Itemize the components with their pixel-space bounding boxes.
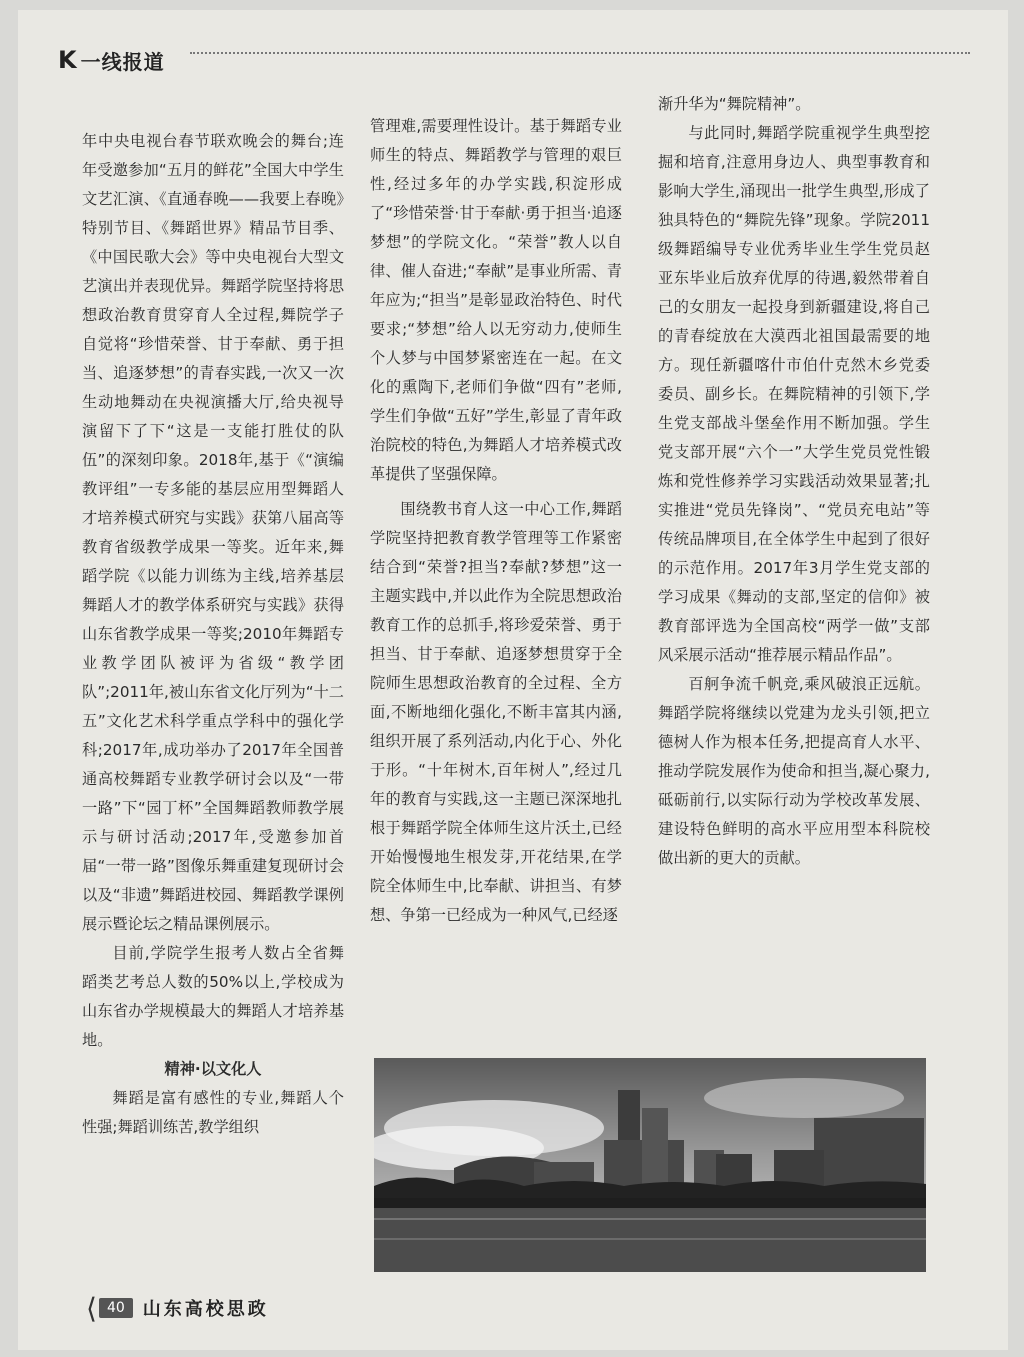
paragraph: 围绕教书育人这一中心工作,舞蹈学院坚持把教育教学管理等工作紧密结合到“荣誉?担当?奉献?梦想”这一主题实践中,并以此作为全院思想政治教育工作的总抓手,将珍爱荣誉、勇于担当、甘于奉献、追逐梦想贯穿于全院师生思想政治教育的全过程、全方面,不断地细化强化,不断丰富其内涵,组织开展了系列活动,内化于心、外化于形。“十年树木,百年树人”,经过几年的教育与实践,这一主题已深深地扎根于舞蹈学院全体师生这片沃土,已经开始慢慢地生根发芽,开花结果,在学院全体师生中,比奉献、讲担当、有梦想、争第一已经成为一种风气,已经逐 [370, 500, 622, 924]
text-column-3 [658, 90, 930, 873]
page-number: 40 [99, 1298, 133, 1318]
paragraph: 百舸争流千帆竞,乘风破浪正远航。舞蹈学院将继续以党建为龙头引领,把立德树人作为根本任务,把提高育人水平、推动学院发展作为使命和担当,凝心聚力,砥砺前行,以实际行动为学校改革发展、建设特色鲜明的高水平应用型本科院校做出新的更大的贡献。 [658, 675, 930, 867]
paragraph: 年中央电视台春节联欢晚会的舞台;连年受邀参加“五月的鲜花”全国大中学生文艺汇演、《直通春晚——我要上春晚》特别节目、《舞蹈世界》精品节目季、《中国民歌大会》等中央电视台大型文艺演出并表现优异。舞蹈学院坚持将思想政治教育贯穿育人全过程,舞院学子自觉将“珍惜荣誉、甘于奉献、勇于担当、追逐梦想”的青春实践,一次又一次生动地舞动在央视演播大厅,给央视导演留下了下“这是一支能打胜仗的队伍”的深刻印象。2018年,基于《“演编教评组”一专多能的基层应用型舞蹈人才培养模式研究与实践》获第八届高等教育省级教学成果一等奖。近年来,舞蹈学院《以能力训练为主线,培养基层舞蹈人才的教学体系研究与实践》获得山东省教学成果一等奖;2010年舞蹈专业教学团队被评为省级“教学团队”;2011年,被山东省文化厅列为“十二五”文化艺术科学重点学科中的强化学科;2017年,成功举办了2017年全国普通高校舞蹈专业教学研讨会以及“一带一路”下“园丁杯”全国舞蹈教师教学展示与研讨活动;2017年,受邀参加首届“一带一路”图像乐舞重建复现研讨会以及“非遗”舞蹈进校园、舞蹈教学课例展示暨论坛之精品课例展示。 [82, 132, 344, 933]
section-title: 一线报道 [80, 49, 165, 74]
bracket-icon: ⟨ [86, 1291, 97, 1325]
paragraph: 渐升华为“舞院精神”。 [658, 95, 811, 113]
subheading: 精神·以文化人 [164, 1060, 262, 1078]
publication-name: 山东高校思政 [142, 1299, 269, 1320]
text-column-2 [370, 112, 622, 930]
paragraph: 与此同时,舞蹈学院重视学生典型挖掘和培育,注意用身边人、典型事教育和影响大学生,涌现出一批学生典型,形成了独具特色的“舞院先锋”现象。学院2011级舞蹈编导专业优秀毕业生学生党员赵亚东毕业后放弃优厚的待遇,毅然带着自己的女朋友一起投身到新疆建设,将自己的青春绽放在大漠西北祖国最需要的地方。现任新疆喀什市伯什克然木乡党委委员、副乡长。在舞院精神的引领下,学生党支部战斗堡垒作用不断加强。学生党支部开展“六个一”大学生党员党性锻炼和党性修养学习实践活动效果显著;扎实推进“党员先锋岗”、“党员充电站”等传统品牌项目,在全体学生中起到了很好的示范作用。2017年3月学生党支部的学习成果《舞动的支部,坚定的信仰》被教育部评选为全国高校“两学一做”支部风采展示活动“推荐展示精品作品”。 [658, 124, 930, 664]
text-column-1 [82, 127, 344, 1142]
campus-photo [374, 1058, 926, 1272]
campus-photo-illustration [374, 1058, 926, 1272]
page-footer [86, 1290, 269, 1326]
header-dotted-rule [190, 52, 970, 54]
paragraph: 管理难,需要理性设计。基于舞蹈专业师生的特点、舞蹈教学与管理的艰巨性,经过多年的办学实践,积淀形成了“珍惜荣誉·甘于奉献·勇于担当·追逐梦想”的学院文化。“荣誉”教人以自律、催人奋进;“奉献”是事业所需、青年应为;“担当”是彰显政治特色、时代要求;“梦想”给人以无穷动力,使师生个人梦与中国梦紧密连在一起。在文化的熏陶下,老师们争做“四有”老师,学生们争做“五好”学生,彰显了青年政治院校的特色,为舞蹈人才培养模式改革提供了坚强保障。 [370, 117, 622, 483]
section-header [58, 40, 165, 80]
paragraph: 舞蹈是富有感性的专业,舞蹈人个性强;舞蹈训练苦,教学组织 [82, 1089, 344, 1136]
paragraph: 目前,学院学生报考人数占全省舞蹈类艺考总人数的50%以上,学校成为山东省办学规模最大的舞蹈人才培养基地。 [82, 944, 344, 1049]
section-mark-icon: K [58, 46, 77, 74]
